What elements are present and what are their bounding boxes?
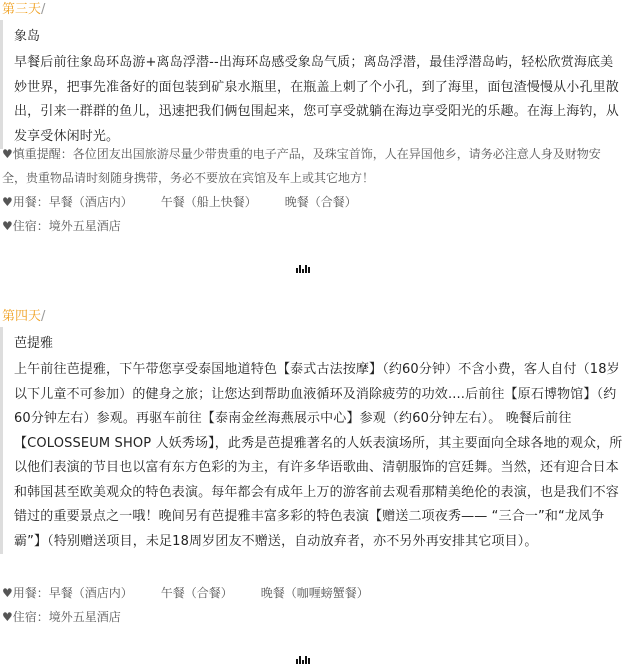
meal-breakfast: 早餐（酒店内） — [48, 195, 133, 209]
meals-prefix: ♥用餐： — [2, 586, 49, 600]
bar-divider-icon — [296, 656, 310, 664]
meal-breakfast: 早餐（酒店内） — [48, 586, 133, 600]
meal-lunch: 午餐（合餐） — [160, 586, 233, 600]
place-title: 芭提雅 — [14, 336, 54, 351]
day-content-block — [0, 327, 624, 554]
meals-prefix: ♥用餐： — [2, 195, 49, 209]
day-content-block — [0, 20, 624, 149]
day-label: 第三天 — [2, 2, 42, 17]
day-title — [2, 308, 45, 326]
bar-divider-icon — [296, 265, 310, 273]
meal-lunch: 午餐（船上快餐） — [160, 195, 257, 209]
day-info — [2, 142, 617, 238]
day-description: 上午前往芭提雅，下午带您享受泰国地道特色【泰式古法按摩】（约60分钟）不含小费，客人自付（18岁以下儿童不可参加）的健身之旅；让您达到帮助血液循环及消除疲劳的功效....后前往【原石博物馆】（约60分钟左右）参观。再驱车前往【泰南金丝海燕展示中心】参观（约60分钟左右）。 晚餐后前往【COLOSSEUM SHOP 人妖秀场】，此秀是芭提雅著名的人妖表演场所，其主要面向全球各地的观众，所以他们表演的节目也以富有东方色彩的为主，有许多华语歌曲、清朝服饰的宫廷舞。当然，还有迎合日本和韩国甚至欧美观众的特色表演。每年都会有成年上万的游客前去观看那精美绝伦的表演，也是我们不容错过的重要景点之一哦！晚间另有芭提雅丰富多彩的特色表演【赠送二项夜秀—— “三合一”和“龙凤争霸”】（特别赠送项目，未足18周岁团友不赠送，自动放弃者，亦不另外再安排其它项目）。 — [14, 362, 623, 549]
day-description: 早餐后前往象岛环岛游+离岛浮潜--出海环岛感受象岛气质；离岛浮潜，最佳浮潜岛屿，轻松欣赏海底美妙世界，把事先准备好的面包装到矿泉水瓶里，在瓶盖上刺了个小孔，到了海里，面包渣慢慢从小孔里散出，引来一群群的鱼儿，迅速把我们俩包围起来，您可享受就躺在海边享受阳光的乐趣。在海上海钓，从发享受休闲时光。 — [14, 55, 619, 144]
day-slash: / — [41, 2, 46, 17]
meals-line — [2, 581, 617, 605]
safety-notice: ♥慎重提醒：各位团友出国旅游尽量少带贵重的电子产品，及珠宝首饰，人在异国他乡，请务必注意人身及财物安全，贵重物品请时刻随身携带，务必不要放在宾馆及车上或其它地方！ — [2, 147, 601, 185]
day-info — [2, 581, 617, 629]
place-title: 象岛 — [14, 29, 41, 44]
lodging-line: ♥住宿：境外五星酒店 — [2, 219, 121, 233]
day-label: 第四天 — [2, 309, 42, 324]
meal-dinner: 晚餐（咖喱螃蟹餐） — [260, 586, 369, 600]
day-slash: / — [41, 309, 46, 324]
day-title — [2, 1, 45, 19]
lodging-line: ♥住宿：境外五星酒店 — [2, 610, 121, 624]
meal-dinner: 晚餐（合餐） — [284, 195, 357, 209]
meals-line — [2, 190, 617, 214]
